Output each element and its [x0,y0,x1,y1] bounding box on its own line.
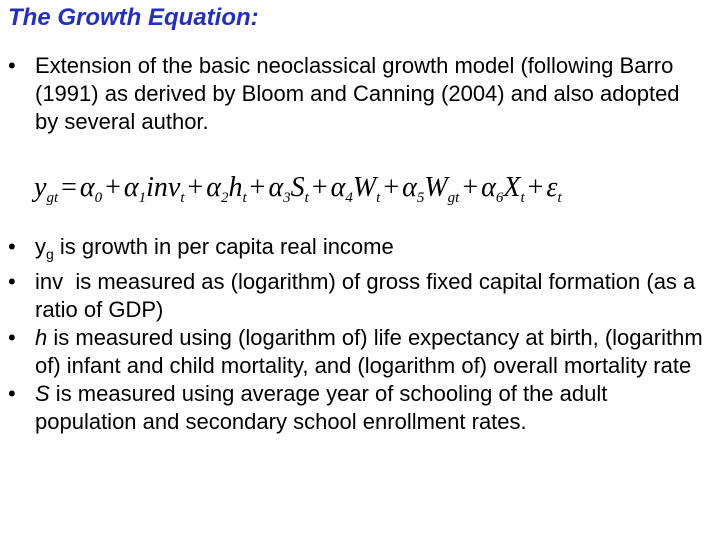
equation-coefficient-subscript: 0 [94,190,103,206]
equation-variable-subscript: t [304,190,309,206]
equation-coefficient: α [402,172,417,203]
bullet-icon: • [8,53,16,78]
equation-lhs-subscript: gt [46,190,59,206]
equation-variable: inv [146,172,181,203]
equation-operator: + [527,172,544,203]
growth-equation [34,172,704,222]
definition-text: is measured using (logarithm of) life expectancy at birth, (logarithm of) infant and child mortality, and (logarithm of) overall mortality rate [35,325,703,378]
definition-term: y [35,234,46,259]
equation-variable-subscript: gt [447,190,460,206]
equation-operator: + [105,172,121,203]
equation-operator: + [311,172,328,203]
equation-variable: h [228,172,243,203]
equation-coefficient-subscript: 1 [138,190,147,206]
intro-bullet-text: Extension of the basic neoclassical growth model (following Barro (1991) as derived by Bloom and Canning (2004) and also adopted by several author. [35,53,680,134]
equation-operator: = [61,172,77,203]
equation-operator: + [249,172,266,203]
definition-text: is measured using average year of schooling of the adult population and secondary school enrollment rates. [35,381,608,434]
equation-operator: + [187,172,204,203]
intro-bullet [8,52,708,136]
equation-coefficient: ε [546,172,558,203]
definition-text: is measured as (logarithm) of gross fixed capital formation (as a ratio of GDP) [35,269,702,322]
equation-coefficient-subscript: 3 [283,190,291,206]
definition-term: h [35,325,48,350]
definition-item-s [8,380,708,436]
bullet-icon: • [8,381,16,406]
equation-coefficient: α [123,172,139,203]
equation-coefficient-subscript: 5 [416,190,425,206]
equation-variable-subscript: t [242,190,247,206]
definition-item-inv [8,268,708,324]
equation-variable-subscript: t [376,190,381,206]
equation-variable-subscript: t [180,190,185,206]
equation-variable: X [503,172,521,203]
definition-item-h [8,324,708,380]
definition-term: S [35,381,50,406]
intro-bullet-list [8,52,708,136]
equation-variable: S [290,172,305,203]
definition-bullet-list [8,233,708,436]
equation-variable-subscript: t [520,190,525,206]
equation-operator: + [383,172,400,203]
equation-coefficient-subscript: t [557,190,562,206]
definition-item-yg [8,233,708,268]
equation-coefficient: α [79,172,95,203]
equation-coefficient: α [481,172,496,203]
equation-coefficient-subscript: 6 [495,190,504,206]
slide-title: The Growth Equation: [8,4,259,31]
equation-lhs: y [34,172,47,203]
definition-term-subscript: g [46,246,54,262]
equation-operator: + [462,172,479,203]
definition-term: inv [35,269,64,294]
equation-coefficient-subscript: 2 [221,190,229,206]
equation-coefficient: α [330,172,346,203]
equation-variable: W [424,172,448,203]
equation-variable: W [352,172,377,203]
bullet-icon: • [8,234,16,259]
bullet-icon: • [8,325,16,350]
equation-coefficient: α [206,172,221,203]
definition-text: is growth in per capita real income [53,234,394,259]
equation-coefficient: α [268,172,284,203]
bullet-icon: • [8,269,16,294]
equation-coefficient-subscript: 4 [345,190,353,206]
